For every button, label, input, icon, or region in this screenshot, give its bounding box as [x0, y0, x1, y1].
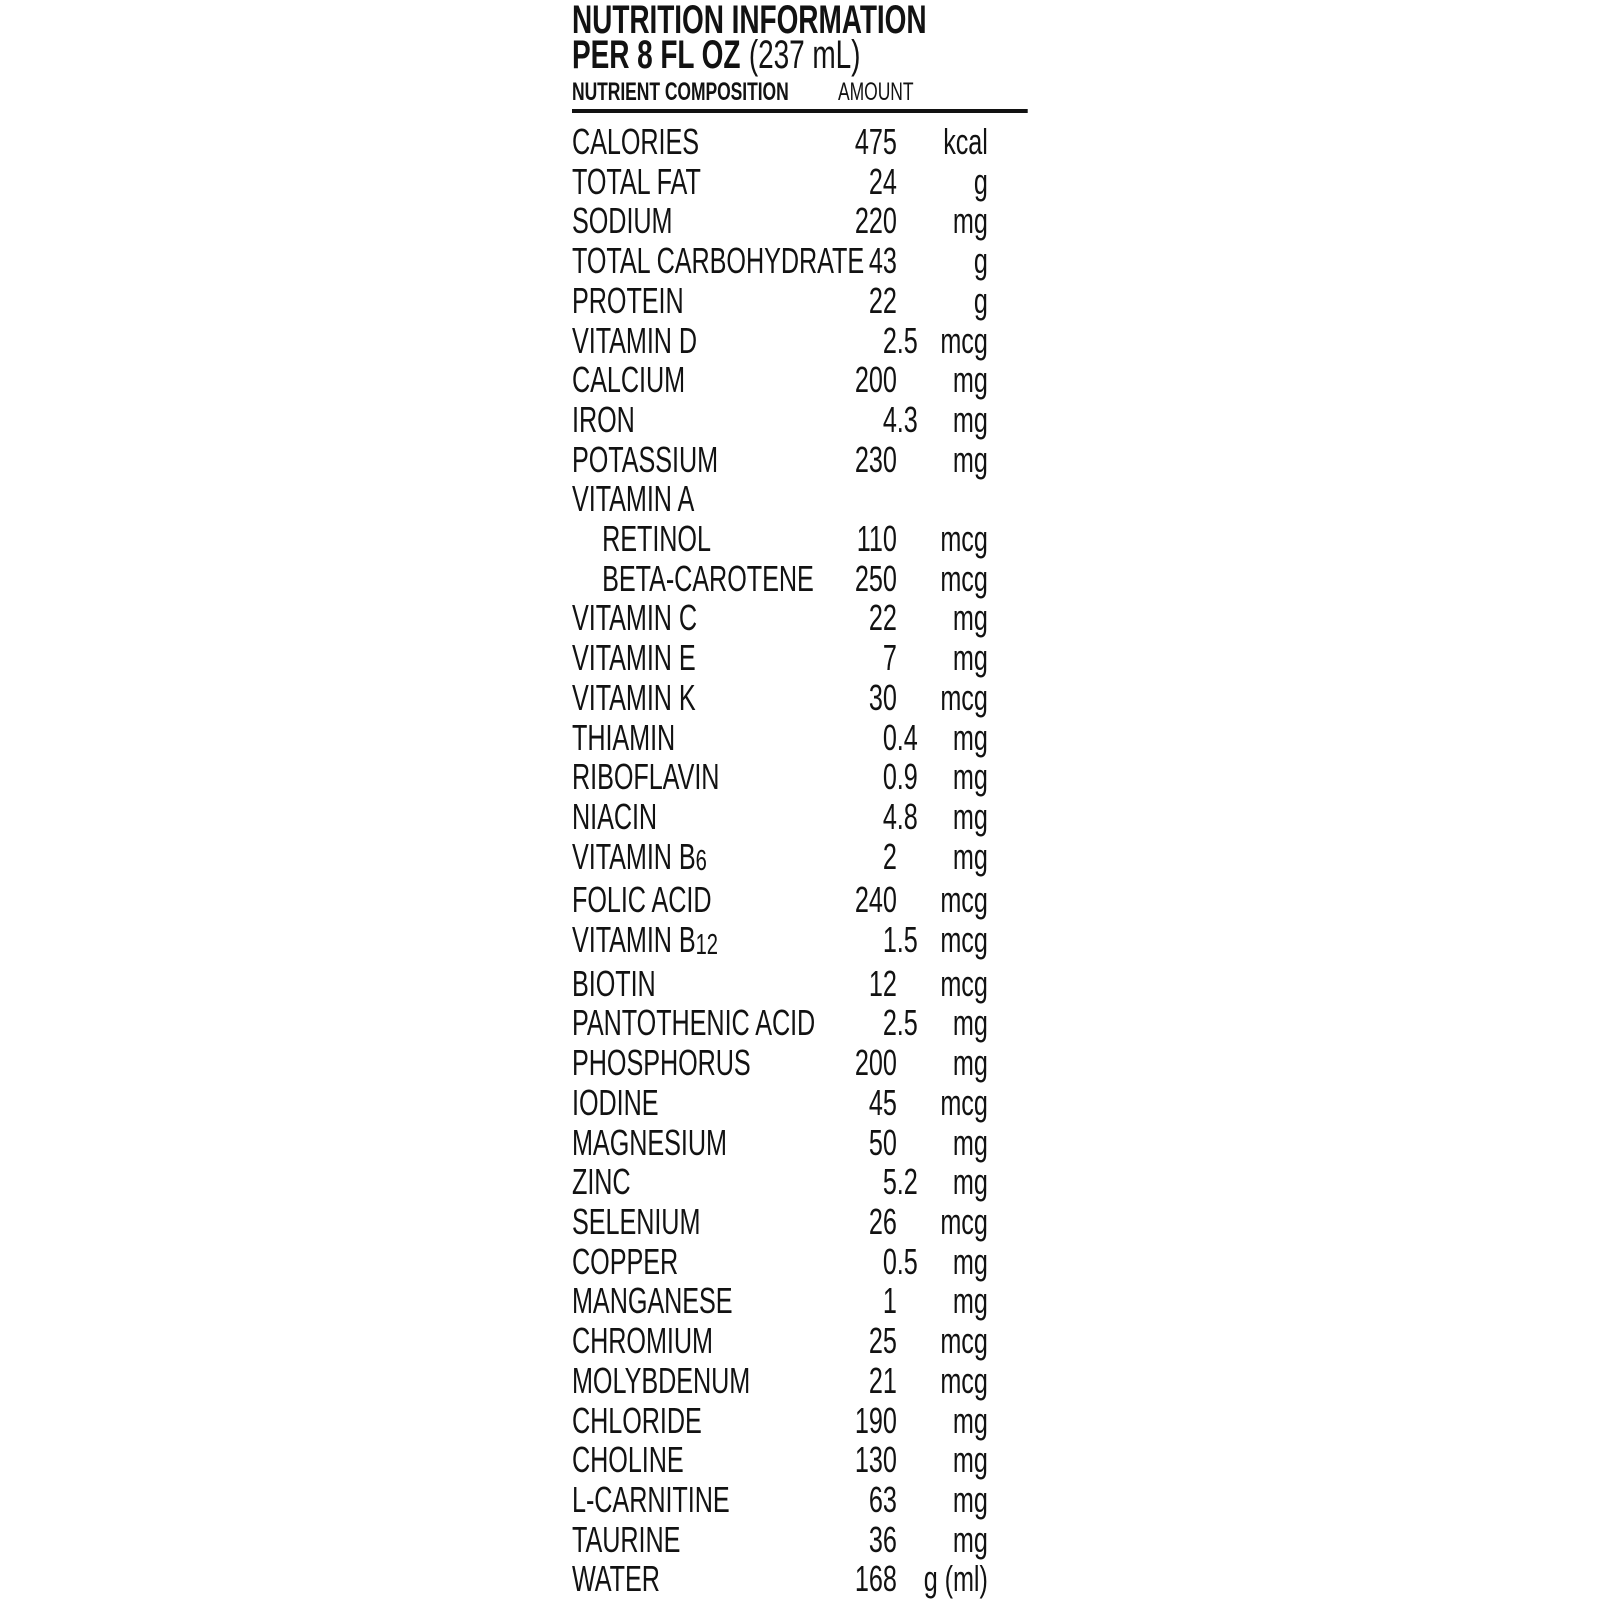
nutrient-name-subscript: 6 [695, 845, 707, 878]
nutrient-amount-int: 250 [854, 557, 897, 599]
nutrient-amount-frac [897, 201, 922, 241]
nutrient-amount-int: 25 [868, 1320, 897, 1362]
nutrient-unit: g [973, 160, 988, 202]
nutrient-unit: mg [952, 637, 988, 679]
nutrient-name: PANTOTHENIC ACID [572, 1002, 816, 1044]
nutrient-name: NIACIN [572, 795, 658, 837]
table-row [572, 1123, 1042, 1163]
nutrient-amount-frac: .4 [896, 716, 918, 758]
nutrient-amount-frac [897, 1281, 922, 1321]
table-row [572, 519, 1042, 559]
nutrient-amount-frac [897, 281, 922, 321]
table-row [572, 1281, 1042, 1321]
nutrient-amount-frac: .3 [896, 398, 918, 440]
nutrient-unit: mg [952, 1280, 988, 1322]
nutrient-unit: g [973, 240, 988, 282]
nutrient-unit: mg [952, 1161, 988, 1203]
nutrient-amount-int: 43 [868, 240, 897, 282]
nutrient-amount-int: 230 [854, 438, 897, 480]
nutrient-name: COPPER [572, 1240, 679, 1282]
nutrient-amount-int: 21 [868, 1359, 897, 1401]
nutrient-name: MAGNESIUM [572, 1121, 727, 1163]
nutrient-unit: g (ml) [923, 1558, 988, 1600]
nutrient-amount-frac [897, 598, 922, 638]
column-header-nutrient-composition: NUTRIENT COMPOSITION [572, 78, 789, 106]
table-column-headers [572, 79, 1042, 105]
nutrient-name: CHOLINE [572, 1439, 684, 1481]
table-row [572, 837, 1042, 881]
nutrient-unit: mg [952, 398, 988, 440]
nutrient-amount-int: 200 [854, 1042, 897, 1084]
nutrient-amount-frac [897, 162, 922, 202]
nutrient-amount-int: 45 [868, 1081, 897, 1123]
nutrient-name: IRON [572, 398, 635, 440]
nutrient-amount-frac [897, 1043, 922, 1083]
nutrient-unit: mg [952, 716, 988, 758]
nutrient-amount-frac: .5 [896, 319, 918, 361]
nutrient-unit: mcg [940, 518, 988, 560]
nutrient-amount-int: 168 [854, 1558, 897, 1600]
title-serving-ml: (237 mL) [748, 33, 861, 77]
nutrient-unit: mcg [940, 1081, 988, 1123]
nutrient-amount-int: 2 [882, 835, 897, 877]
nutrient-unit: mcg [940, 962, 988, 1004]
nutrient-name: CHROMIUM [572, 1320, 713, 1362]
table-row [572, 1361, 1042, 1401]
nutrient-name: THIAMIN [572, 716, 676, 758]
title-line2 [572, 33, 1042, 77]
nutrient-name: IODINE [572, 1081, 659, 1123]
nutrient-name: RIBOFLAVIN [572, 756, 720, 798]
nutrient-amount-frac [897, 837, 922, 881]
nutrient-amount-frac: .5 [896, 919, 918, 961]
nutrient-amount-int: 475 [854, 121, 897, 162]
table-row [572, 1440, 1042, 1480]
table-row [572, 241, 1042, 281]
nutrient-amount-int: 130 [854, 1439, 897, 1481]
nutrient-unit: mg [952, 1002, 988, 1044]
nutrient-amount-int: 1 [882, 919, 897, 961]
nutrient-unit: mg [952, 359, 988, 401]
nutrient-name: L-CARNITINE [572, 1478, 730, 1520]
table-row [572, 1321, 1042, 1361]
nutrient-amount-int: 63 [868, 1478, 897, 1520]
nutrient-amount-frac [897, 1559, 922, 1599]
table-row [572, 122, 1042, 162]
nutrient-amount-int: 0 [882, 1240, 897, 1282]
nutrient-amount-int: 200 [854, 359, 897, 401]
nutrient-unit: mg [952, 756, 988, 798]
table-row [572, 638, 1042, 678]
nutrient-unit: mcg [940, 319, 988, 361]
nutrient-unit: mcg [940, 1320, 988, 1362]
nutrient-amount-frac [897, 1123, 922, 1163]
nutrient-amount-frac [897, 964, 922, 1004]
nutrient-amount-frac [897, 1480, 922, 1520]
nutrient-amount-int: 22 [868, 279, 897, 321]
nutrient-amount-frac [897, 559, 922, 599]
nutrient-unit: mg [952, 835, 988, 877]
nutrient-name: ZINC [572, 1161, 631, 1203]
table-row [572, 1202, 1042, 1242]
nutrient-amount-frac: .5 [896, 1240, 918, 1282]
nutrient-name: CALORIES [572, 121, 699, 162]
nutrient-unit: mg [952, 1121, 988, 1163]
nutrient-amount-int: 24 [868, 160, 897, 202]
nutrient-amount-int: 1 [882, 1280, 897, 1322]
nutrient-name: BETA-CAROTENE [602, 557, 814, 599]
nutrient-unit: mcg [940, 1200, 988, 1242]
nutrient-name: CHLORIDE [572, 1399, 702, 1441]
nutrient-unit: mg [952, 1399, 988, 1441]
nutrient-name: VITAMIN A [572, 478, 695, 520]
nutrient-amount-int: 0 [882, 716, 897, 758]
nutrient-amount-frac [897, 1440, 922, 1480]
table-row [572, 1401, 1042, 1441]
table-row [572, 559, 1042, 599]
nutrient-unit: mg [952, 1240, 988, 1282]
table-row [572, 201, 1042, 241]
table-row [572, 321, 1042, 361]
nutrient-unit: mg [952, 795, 988, 837]
nutrient-amount-int: 5 [882, 1161, 897, 1203]
nutrient-amount-int: 190 [854, 1399, 897, 1441]
nutrient-amount-frac [897, 678, 922, 718]
nutrient-amount-frac: .5 [896, 1002, 918, 1044]
nutrient-name: FOLIC ACID [572, 879, 712, 921]
nutrient-amount-int: 50 [868, 1121, 897, 1163]
nutrient-amount-frac [897, 880, 922, 920]
nutrient-amount-frac [897, 1202, 922, 1242]
table-row [572, 1242, 1042, 1282]
nutrient-amount-frac [897, 360, 922, 400]
table-row [572, 920, 1042, 964]
nutrient-amount-frac: .8 [896, 795, 918, 837]
table-row [572, 678, 1042, 718]
nutrient-unit [922, 479, 988, 519]
nutrient-name: VITAMIN C [572, 597, 698, 639]
nutrient-name: MANGANESE [572, 1280, 733, 1322]
nutrient-unit: mg [952, 597, 988, 639]
nutrient-amount-frac [897, 241, 922, 281]
table-row [572, 440, 1042, 480]
nutrient-amount-int: 12 [868, 962, 897, 1004]
nutrient-unit: mg [952, 1042, 988, 1084]
nutrient-unit: mcg [940, 1359, 988, 1401]
nutrient-unit: mcg [940, 879, 988, 921]
nutrient-amount-frac [897, 1321, 922, 1361]
nutrient-amount-int: 4 [882, 795, 897, 837]
table-row [572, 880, 1042, 920]
nutrient-amount-int: 36 [868, 1518, 897, 1560]
nutrient-amount-int: 0 [882, 756, 897, 798]
nutrient-amount-frac [897, 519, 922, 559]
nutrient-amount-int: 7 [882, 637, 897, 679]
table-row [572, 1003, 1042, 1043]
nutrient-name: TOTAL CARBOHYDRATE [572, 240, 865, 282]
table-row [572, 1480, 1042, 1520]
nutrient-name: VITAMIN D [572, 319, 698, 361]
table-row [572, 1162, 1042, 1202]
table-row [572, 479, 1042, 519]
table-row [572, 757, 1042, 797]
nutrient-amount-int [838, 479, 897, 519]
nutrient-unit: mcg [940, 919, 988, 961]
nutrient-amount-frac: .9 [896, 756, 918, 798]
nutrient-unit: mg [952, 1518, 988, 1560]
nutrient-unit: mcg [940, 676, 988, 718]
nutrient-name: RETINOL [602, 518, 711, 560]
table-row [572, 964, 1042, 1004]
nutrient-name: VITAMIN E [572, 637, 696, 679]
nutrient-amount-int: 2 [882, 319, 897, 361]
nutrient-table [572, 122, 1042, 1599]
nutrient-amount-int: 26 [868, 1200, 897, 1242]
table-row [572, 1043, 1042, 1083]
nutrient-amount-int: 4 [882, 398, 897, 440]
nutrient-name: POTASSIUM [572, 438, 719, 480]
nutrient-amount-frac [897, 122, 922, 162]
nutrient-amount-frac [897, 440, 922, 480]
nutrient-name: WATER [572, 1558, 660, 1600]
nutrient-name: VITAMIN B12 [572, 919, 718, 961]
table-row [572, 1083, 1042, 1123]
table-row [572, 400, 1042, 440]
nutrient-name: CALCIUM [572, 359, 686, 401]
nutrient-unit: mg [952, 438, 988, 480]
nutrient-unit: mg [952, 1478, 988, 1520]
nutrient-amount-frac [897, 1401, 922, 1441]
nutrient-amount-int: 2 [882, 1002, 897, 1044]
title-serving-size: PER 8 FL OZ [572, 33, 741, 77]
nutrient-unit: mcg [940, 557, 988, 599]
nutrient-amount-frac [897, 1361, 922, 1401]
nutrient-unit: mg [952, 1439, 988, 1481]
nutrient-amount-frac [897, 479, 922, 519]
title-line1: NUTRITION INFORMATION [572, 0, 927, 42]
table-row [572, 718, 1042, 758]
nutrient-amount-int: 30 [868, 676, 897, 718]
nutrition-label [572, 0, 1042, 1599]
table-row [572, 360, 1042, 400]
nutrient-amount-int: 22 [868, 597, 897, 639]
table-row [572, 281, 1042, 321]
nutrient-amount-int: 220 [854, 200, 897, 242]
nutrient-name: SELENIUM [572, 1200, 701, 1242]
nutrient-name: PROTEIN [572, 279, 684, 321]
nutrient-name: SODIUM [572, 200, 673, 242]
label-title [572, 0, 1042, 77]
nutrient-name-subscript: 12 [695, 928, 718, 961]
table-row [572, 1520, 1042, 1560]
nutrient-amount-frac [897, 1083, 922, 1123]
nutrient-name: BIOTIN [572, 962, 656, 1004]
nutrient-amount-frac [897, 638, 922, 678]
nutrient-name: PHOSPHORUS [572, 1042, 751, 1084]
nutrient-name: TAURINE [572, 1518, 681, 1560]
table-row [572, 162, 1042, 202]
table-row [572, 598, 1042, 638]
nutrient-unit: kcal [943, 121, 988, 162]
table-row [572, 797, 1042, 837]
nutrient-amount-frac [897, 1520, 922, 1560]
nutrient-unit: g [973, 279, 988, 321]
nutrient-amount-int: 240 [854, 879, 897, 921]
nutrient-name: VITAMIN K [572, 676, 696, 718]
header-divider-rule [572, 109, 1028, 113]
nutrient-unit: mg [952, 200, 988, 242]
nutrient-amount-frac: .2 [896, 1161, 918, 1203]
table-row [572, 1559, 1042, 1599]
nutrient-name: VITAMIN B6 [572, 835, 707, 878]
nutrient-amount-int: 110 [856, 518, 897, 560]
nutrient-name: MOLYBDENUM [572, 1359, 751, 1401]
column-header-amount: AMOUNT [838, 78, 914, 106]
nutrient-name: TOTAL FAT [572, 160, 701, 202]
